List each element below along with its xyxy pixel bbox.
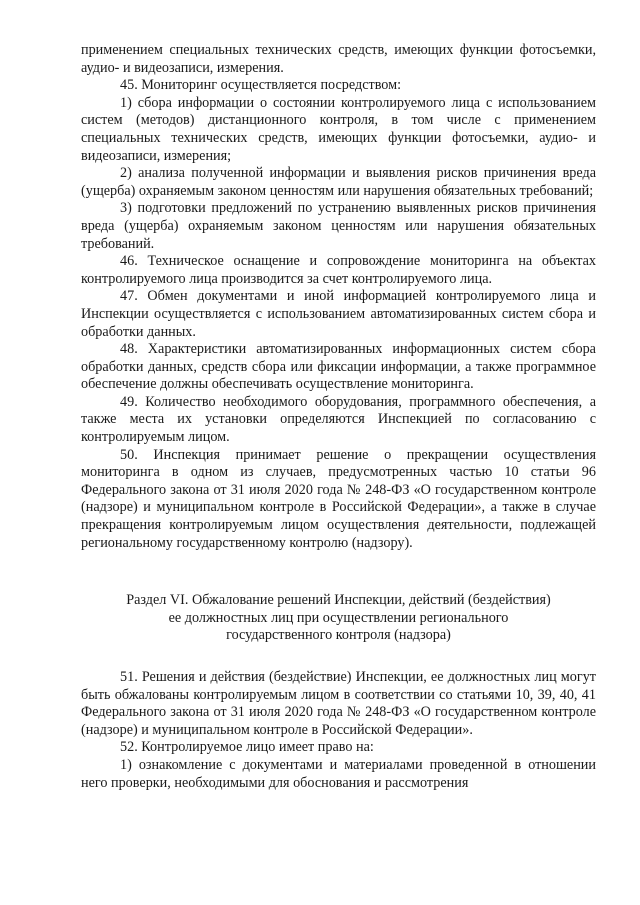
section-heading-line-2: ее должностных лиц при осуществлении регионального [168,609,509,626]
section-heading-line-3: государственного контроля (надзора) [226,627,451,644]
paragraph-continuation: применением специальных технических средств, имеющих функции фотосъемки, аудио- и видеозаписи, измерения. [81,42,596,76]
section-body [81,669,596,792]
paragraph-50: 50. Инспекция принимает решение о прекращении осуществления мониторинга в одном из случаев, предусмотренных частью 10 статьи 96 Федерального закона от 31 июля 2020 года № 248-ФЗ «О государственном контроле (надзоре) и муниципальном контроле в Российской Федерации», а также в случае прекращения контролируемым лицом осуществления деятельности, подлежащей региональному государственному контролю (надзору). [81,446,596,551]
paragraph-52: 52. Контролируемое лицо имеет право на: [120,739,374,756]
paragraph-45-item-3: 3) подготовки предложений по устранению выявленных рисков причинения вреда (ущерба) охраняемым законом ценностям или нарушения обязательных требований. [81,200,596,252]
paragraph-52-item-1: 1) ознакомление с документами и материалами проведенной в отношении него проверки, необходимыми для обоснования и рассмотрения [81,756,596,791]
section-heading [81,592,596,645]
paragraph-47: 47. Обмен документами и иной информацией контролируемого лица и Инспекции осуществляется с использованием автоматизированных систем сбора и обработки данных. [81,288,596,340]
paragraph-46: 46. Техническое оснащение и сопровождение мониторинга на объектах контролируемого лица производится за счет контролируемого лица. [81,253,596,287]
paragraph-45-item-1: 1) сбора информации о состоянии контролируемого лица с использованием систем (методов) дистанционного контроля, в том числе с применением специальных технических средств, имеющих функции фотосъемки, аудио- и видеозаписи, измерения; [81,94,596,164]
paragraph-49: 49. Количество необходимого оборудования, программного обеспечения, а также места их установки определяются Инспекцией по согласованию с контролируемым лицом. [81,393,596,446]
section-heading-line-1: Раздел VI. Обжалование решений Инспекции, действий (бездействия) [126,592,551,609]
paragraph-51: 51. Решения и действия (бездействие) Инспекции, ее должностных лиц могут быть обжалованы контролируемым лицом в соответствии со статьями 10, 39, 40, 41 Федерального закона от 31 июля 2020 года № 248-ФЗ «О государственном контроле (надзоре) и муниципальном контроле в Российской Федерации». [81,669,596,738]
paragraph-48: 48. Характеристики автоматизированных информационных систем сбора обработки данных, средств сбора или фиксации информации, а также программное обеспечение должны обеспечивать осуществление мониторинга. [81,341,596,393]
paragraph-45-item-2: 2) анализа полученной информации и выявления рисков причинения вреда (ущерба) охраняемым законом ценностям или нарушения обязательных требований; [81,165,596,199]
paragraph-45: 45. Мониторинг осуществляется посредством: [120,77,402,94]
